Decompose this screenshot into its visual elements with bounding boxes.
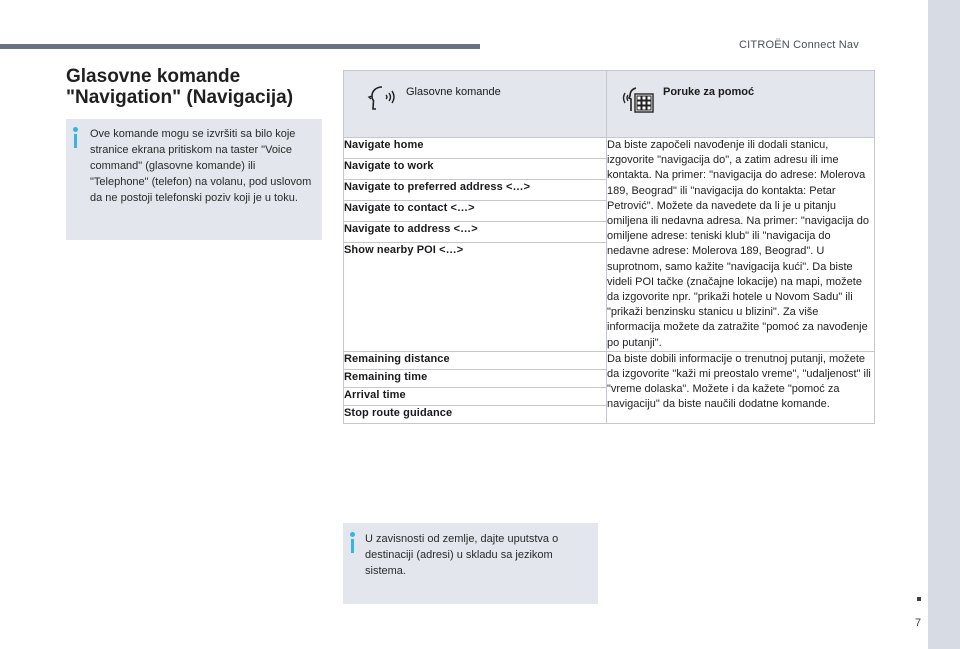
info-icon-bar [74, 134, 77, 148]
help-text-navigation: Da biste započeli navođenje ili dodali stanicu, izgovorite "navigacija do", a zatim adresu ili ime kontakta. Na primer: "navigacija do adrese: Molerova 189, Beograd" ili "navigacija do kontakta: Petar Petrović". Možete da navedete da li je u pitanju omiljena ili nedavna adresa. Na primer: "navigacija do omiljene adrese: teniski klub" ili "navigacija do nedavne adrese: Molerova 189, Beograd". U suprotnom, samo kažite "navigacija kući". Da biste videli POI tačke (značajne lokacije) na mapi, možete da izgovorite npr. "prikaži hotele u Novom Sadu" ili "prikaži benzinsku stanicu u blizini". Za više informacija možete da zatražite "pomoć za navođenje po putanji". [607, 138, 875, 352]
header-rule [0, 44, 480, 49]
command-cell: Arrival time [344, 387, 607, 405]
title-line-1: Glasovne komande [66, 66, 241, 87]
command-cell: Navigate to contact <…> [344, 201, 607, 222]
command-cell: Navigate to work [344, 159, 607, 180]
header-help-messages [607, 71, 875, 138]
voice-commands-table [343, 70, 875, 424]
command-cell: Remaining time [344, 369, 607, 387]
page-edge-band [928, 0, 960, 649]
intro-note-text: Ove komande mogu se izvršiti sa bilo koje stranice ekrana pritiskom na taster "Voice command" (glasovne komande) ili "Telephone" (telefon) na volanu, pod uslovom da ne postoji telefonski poziv koji je u toku. [90, 128, 312, 204]
header-voice-commands [344, 71, 607, 138]
command-cell: Navigate home [344, 138, 607, 159]
command-cell: Stop route guidance [344, 405, 607, 423]
speaking-head-keypad-icon [621, 83, 655, 117]
table-header-row [344, 71, 875, 138]
help-text-route-info: Da biste dobili informacije o trenutnoj putanji, možete da izgovorite "kaži mi preostalo vreme", "udaljenost" ili "vreme dolaska". Možete i da kažete "pomoć za navigaciju" da biste naučili dodatne komande. [607, 351, 875, 423]
page-title [66, 66, 326, 108]
intro-note [66, 119, 322, 240]
continued-marker [917, 597, 921, 601]
title-line-2: "Navigation" (Navigacija) [66, 87, 294, 108]
table-row [344, 351, 875, 369]
speaking-head-icon [366, 83, 398, 115]
country-note-text: U zavisnosti od zemlje, dajte uputstva o destinaciji (adresi) u skladu sa jezikom sistema. [365, 533, 559, 577]
table-row [344, 138, 875, 159]
page-number: 7 [915, 617, 922, 629]
command-cell: Navigate to preferred address <…> [344, 180, 607, 201]
command-cell: Remaining distance [344, 351, 607, 369]
info-icon [73, 127, 78, 132]
command-cell: Navigate to address <…> [344, 222, 607, 243]
info-icon [350, 532, 355, 537]
col-header-commands: Glasovne komande [406, 86, 501, 98]
col-header-help: Poruke za pomoć [663, 86, 755, 98]
country-note [343, 523, 598, 604]
command-cell: Show nearby POI <…> [344, 243, 607, 352]
info-icon-bar [351, 539, 354, 553]
brand-label: CITROËN Connect Nav [739, 39, 859, 51]
